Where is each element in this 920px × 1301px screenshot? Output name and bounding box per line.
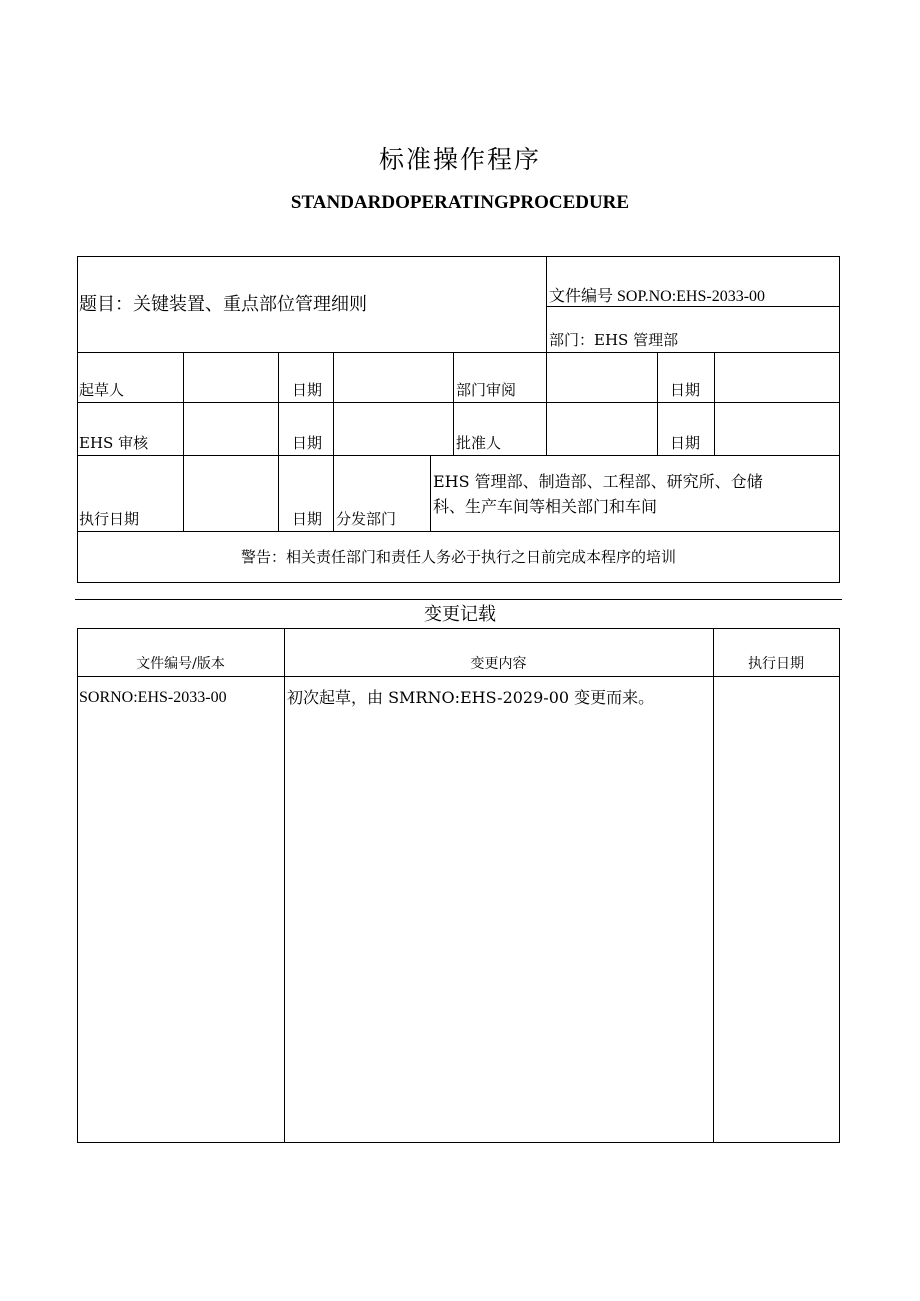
distribution-line-2: 科、生产车间等相关部门和车间	[433, 497, 658, 516]
subject-text: 题目：关键装置、重点部位管理细则	[79, 294, 367, 315]
date-label: 日期	[670, 434, 701, 452]
date-label: 日期	[670, 381, 701, 399]
change-log-title: 变更记载	[424, 604, 496, 625]
date-label: 日期	[292, 434, 323, 452]
date-label: 日期	[292, 381, 323, 399]
dept-review-label: 部门审阅	[456, 381, 517, 399]
column-header-content: 变更内容	[470, 656, 527, 672]
approver-label: 批准人	[456, 434, 502, 452]
drafter-label: 起草人	[79, 381, 125, 399]
row-content: 初次起草，由 SMRNO:EHS-2029-00 变更而来。	[287, 688, 655, 707]
date-label: 日期	[292, 510, 323, 528]
warning-text: 警告：相关责任部门和责任人务必于执行之日前完成本程序的培训	[240, 548, 676, 566]
department: 部门：EHS 管理部	[549, 331, 679, 349]
row-version: SORNO:EHS-2033-00	[79, 689, 227, 706]
doc-number: 文件编号 SOP.NO:EHS-2033-00	[549, 288, 766, 305]
exec-date-label: 执行日期	[79, 510, 140, 528]
section-divider	[75, 599, 842, 600]
column-header-version: 文件编号/版本	[136, 656, 225, 672]
distribution-label: 分发部门	[336, 510, 397, 528]
page-title: 标准操作程序	[378, 145, 541, 174]
page-subtitle: STANDARDOPERATINGPROCEDURE	[290, 192, 630, 213]
distribution-line-1: EHS 管理部、制造部、工程部、研究所、仓储	[433, 472, 763, 491]
column-header-exec-date: 执行日期	[748, 656, 804, 672]
ehs-review-label: EHS 审核	[79, 434, 149, 452]
